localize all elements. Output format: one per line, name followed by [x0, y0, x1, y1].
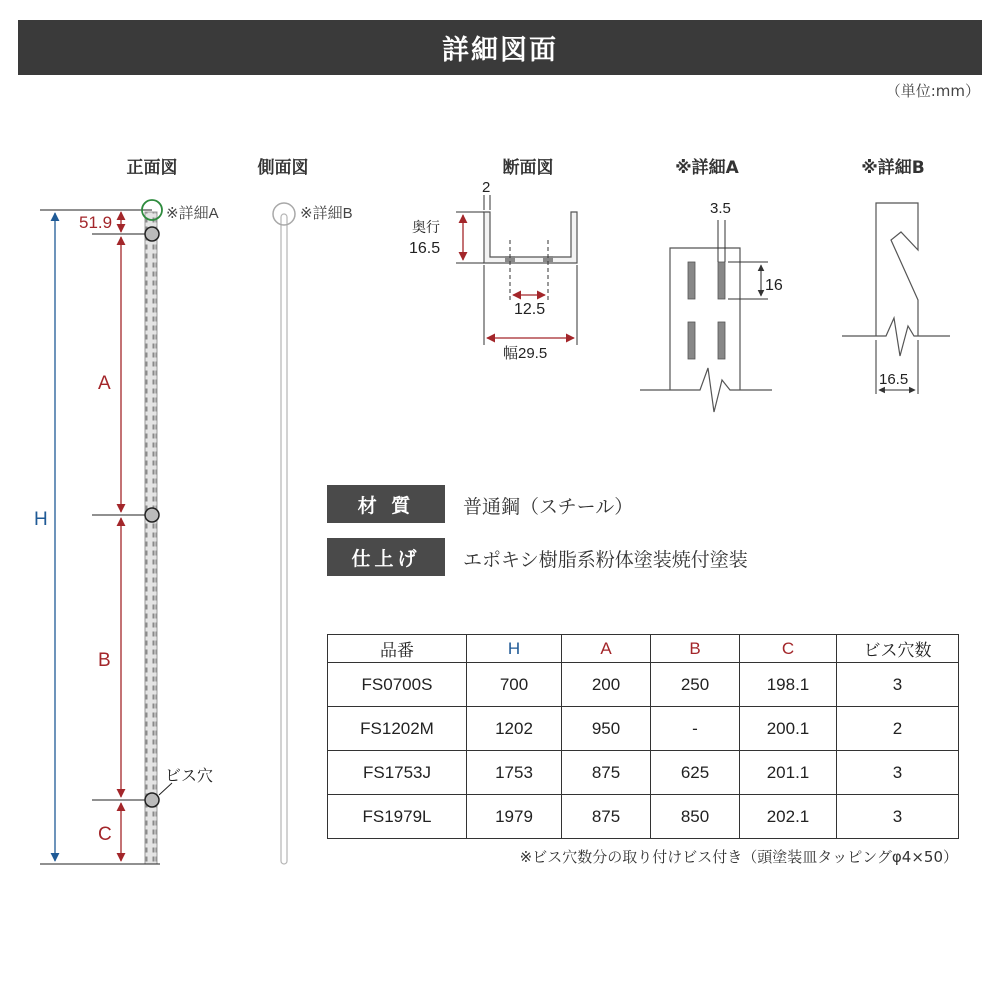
spec-table: [327, 634, 959, 839]
screw-hole-2: [145, 508, 159, 522]
cell-c: 202.1: [740, 795, 837, 839]
cell-a: 200: [562, 663, 651, 707]
detail-a-view: [640, 200, 783, 412]
cell-screw-count: 3: [837, 795, 959, 839]
front-label-c: C: [98, 824, 112, 845]
cell-part-number: FS1979L: [328, 795, 467, 839]
cell-c: 198.1: [740, 663, 837, 707]
section-depth-label: 奥行: [412, 219, 440, 235]
front-label-a: A: [98, 373, 111, 394]
detail-a-callout-label: ※詳細A: [166, 205, 219, 222]
screw-hole-label: ビス穴: [165, 768, 214, 785]
cell-h: 700: [467, 663, 562, 707]
cell-part-number: FS1202M: [328, 707, 467, 751]
header-screw-count: ビス穴数: [837, 635, 959, 663]
detail-a-slot-height: 16: [765, 277, 783, 294]
header-a: A: [562, 635, 651, 663]
cell-h: 1202: [467, 707, 562, 751]
header-c: C: [740, 635, 837, 663]
front-view-caption: 正面図: [126, 158, 178, 178]
spec-value-material: 普通鋼（スチール）: [463, 496, 634, 518]
front-rail: [145, 212, 157, 864]
section-dim-thickness: 2: [482, 179, 491, 196]
cell-b: 625: [651, 751, 740, 795]
spec-label-finish: 仕上げ: [327, 538, 445, 576]
cell-h: 1979: [467, 795, 562, 839]
cell-screw-count: 3: [837, 663, 959, 707]
detail-b-callout-label: ※詳細B: [300, 205, 353, 222]
cell-h: 1753: [467, 751, 562, 795]
section-width-label: 幅29.5: [503, 345, 548, 362]
footnote: ※ビス穴数分の取り付けビス付き（頭塗装皿タッピングφ4×50）: [519, 848, 958, 866]
header-b: B: [651, 635, 740, 663]
cell-part-number: FS1753J: [328, 751, 467, 795]
table-row: [328, 751, 959, 795]
spec-value-finish: エポキシ樹脂系粉体塗装焼付塗装: [463, 549, 748, 571]
front-dim-top-label: 51.9: [79, 213, 113, 232]
cell-a: 875: [562, 795, 651, 839]
front-label-h: H: [34, 509, 48, 530]
cell-b: 250: [651, 663, 740, 707]
side-view-caption: 側面図: [257, 158, 309, 178]
table-row: [328, 795, 959, 839]
section-inner-label: 12.5: [514, 301, 546, 318]
table-row: [328, 707, 959, 751]
front-view: [34, 200, 219, 864]
cell-a: 950: [562, 707, 651, 751]
section-channel: [484, 212, 577, 263]
detail-b-bracket: [876, 203, 918, 336]
detail-b-view: [842, 203, 950, 394]
side-rail: [281, 214, 287, 864]
cell-c: 201.1: [740, 751, 837, 795]
table-header-row: [328, 635, 959, 663]
page-title: 詳細図面: [18, 20, 982, 75]
unit-note: （単位:mm）: [885, 82, 980, 100]
table-row: [328, 663, 959, 707]
spec-label-material: 材 質: [327, 485, 445, 523]
cell-a: 875: [562, 751, 651, 795]
detail-a-caption: ※詳細A: [675, 158, 739, 178]
section-view-caption: 断面図: [502, 158, 554, 178]
screw-hole-3: [145, 793, 159, 807]
detail-a-rail: [670, 248, 740, 390]
header-part-number: 品番: [328, 635, 467, 663]
detail-a-slot-width: 3.5: [710, 200, 731, 217]
cell-b: 850: [651, 795, 740, 839]
front-label-b: B: [98, 650, 111, 671]
cell-screw-count: 3: [837, 751, 959, 795]
detail-b-depth-label: 16.5: [879, 371, 909, 388]
section-view: [409, 179, 577, 362]
cell-b: -: [651, 707, 740, 751]
cell-c: 200.1: [740, 707, 837, 751]
cell-part-number: FS0700S: [328, 663, 467, 707]
screw-hole-1: [145, 227, 159, 241]
cell-screw-count: 2: [837, 707, 959, 751]
section-depth-value: 16.5: [409, 240, 441, 257]
detail-b-caption: ※詳細B: [861, 158, 925, 178]
header-h: H: [467, 635, 562, 663]
